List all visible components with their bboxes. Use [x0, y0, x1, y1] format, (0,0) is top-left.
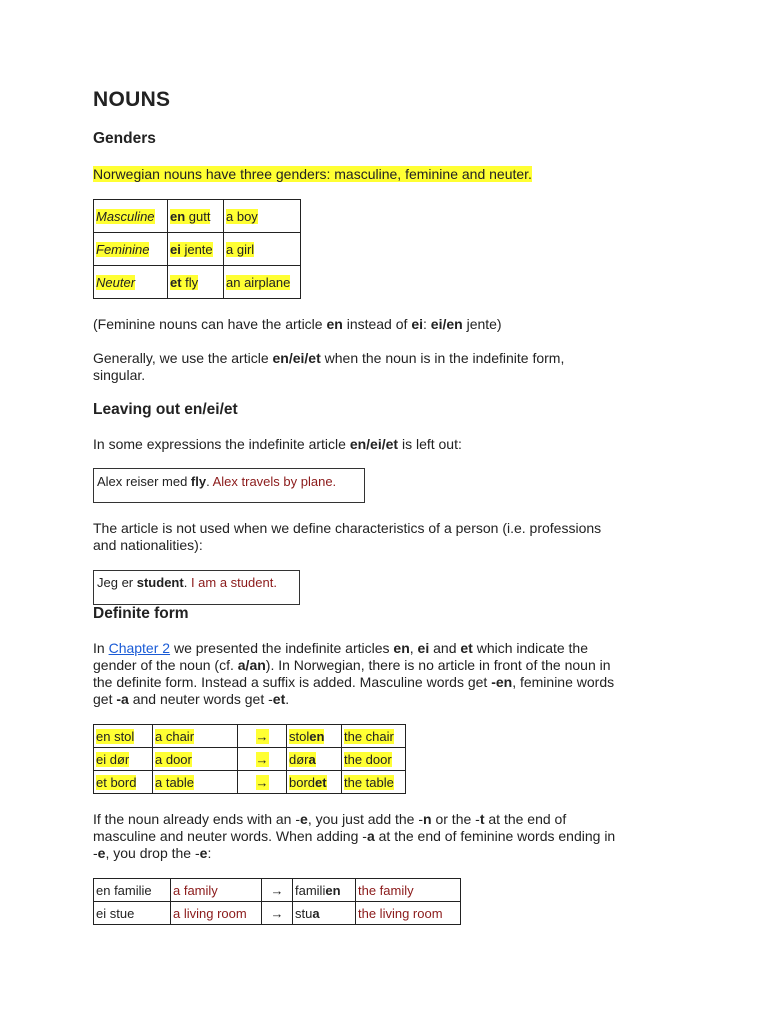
suffix: et: [315, 774, 327, 790]
intro-text: we presented the indefinite articles: [170, 640, 394, 656]
feminine-note: [93, 316, 502, 333]
ending-e-text: [93, 811, 615, 862]
noun: fly: [181, 274, 199, 290]
english-label: a boy: [226, 208, 258, 224]
definite-form-table: [93, 724, 406, 794]
gender-label: Neuter: [96, 274, 136, 290]
gender-label: Feminine: [96, 241, 150, 257]
intro-text: and neuter words get -: [128, 691, 273, 707]
chapter-2-link[interactable]: Chapter 2: [108, 640, 171, 656]
indefinite-cell: [94, 902, 171, 925]
example-bold: fly: [190, 474, 207, 489]
genders-heading: Genders: [93, 130, 156, 147]
english-cell: [224, 233, 301, 266]
example-translation: Alex travels by plane.: [212, 474, 337, 489]
intro-text: is left out:: [398, 436, 462, 452]
arrow-cell: [262, 879, 293, 902]
intro-bold: et: [460, 640, 473, 656]
article-noun-cell: [168, 233, 224, 266]
indefinite-cell: [94, 725, 153, 748]
definite-cell: [287, 748, 342, 771]
definite-english-cell: [356, 879, 461, 902]
definite-english-label: the door: [344, 751, 392, 767]
table-row: [94, 266, 301, 299]
article: en: [170, 208, 186, 224]
stem: bord: [289, 774, 316, 790]
note-bold: ei: [411, 316, 423, 332]
indefinite-label: ei dør: [96, 751, 130, 767]
intro-bold: en/ei/et: [349, 436, 399, 452]
table-row: [94, 233, 301, 266]
english-label: a family: [173, 882, 218, 898]
ending-text: , you just add the -: [307, 811, 424, 827]
intro-bold: en: [393, 640, 410, 656]
english-label: a chair: [155, 728, 195, 744]
example-box-student: [93, 570, 300, 605]
intro-text: ). In Norwegian, there is no article in front of the noun in: [265, 657, 611, 673]
arrow-icon: →: [270, 882, 284, 898]
ending-bold: e: [300, 811, 308, 827]
table-row: [94, 725, 406, 748]
suffix: en: [325, 882, 341, 898]
noun: gutt: [185, 208, 211, 224]
english-cell: [153, 748, 238, 771]
indefinite-label: en familie: [96, 882, 152, 898]
genders-intro: [93, 166, 532, 183]
stem: famili: [295, 882, 326, 898]
indefinite-label: ei stue: [96, 905, 135, 921]
note-bold: ei/en: [430, 316, 463, 332]
ending-bold: a: [366, 828, 375, 844]
characteristics-line: and nationalities):: [93, 537, 203, 553]
genders-table: [93, 199, 301, 299]
definite-cell: [287, 771, 342, 794]
english-cell: [153, 771, 238, 794]
stem: stu: [295, 905, 313, 921]
english-label: a door: [155, 751, 192, 767]
general-text: Generally, we use the article: [93, 350, 273, 366]
characteristics-text: [93, 520, 601, 554]
indefinite-cell: [94, 879, 171, 902]
suffix: a: [312, 905, 320, 921]
arrow-icon: →: [255, 751, 269, 767]
english-cell: [171, 902, 262, 925]
genders-intro-text: Norwegian nouns have three genders: masculine, feminine and neuter.: [93, 166, 532, 182]
ending-bold: e: [199, 845, 208, 861]
intro-text: , feminine words: [512, 674, 615, 690]
ending-text: :: [207, 845, 212, 861]
table-row: [94, 879, 461, 902]
suffix: en: [309, 728, 325, 744]
definite-english-label: the family: [358, 882, 414, 898]
gender-cell: [94, 233, 168, 266]
gender-cell: [94, 266, 168, 299]
definite-english-cell: [342, 771, 406, 794]
english-cell: [171, 879, 262, 902]
table-row: [94, 748, 406, 771]
article-noun-cell: [168, 266, 224, 299]
intro-text: In some expressions the indefinite article: [93, 436, 350, 452]
intro-text: the definite form. Instead a suffix is added. Masculine words get: [93, 674, 492, 690]
intro-text: gender of the noun (cf.: [93, 657, 238, 673]
table-row: [94, 771, 406, 794]
gender-label: Masculine: [96, 208, 155, 224]
ending-e-table: [93, 878, 461, 925]
intro-bold: -en: [491, 674, 513, 690]
intro-text: get: [93, 691, 117, 707]
example-bold: student: [136, 575, 184, 590]
suffix: a: [308, 751, 316, 767]
characteristics-line: The article is not used when we define characteristics of a person (i.e. professions: [93, 520, 602, 536]
noun: jente: [180, 241, 213, 257]
definite-english-label: the living room: [358, 905, 443, 921]
stem: dør: [289, 751, 309, 767]
note-text: :: [423, 316, 431, 332]
note-text: (Feminine nouns can have the article: [93, 316, 327, 332]
english-cell: [224, 266, 301, 299]
definite-english-cell: [356, 902, 461, 925]
page-title: NOUNS: [93, 88, 171, 111]
definite-cell: [293, 879, 356, 902]
ending-text: If the noun already ends with an -: [93, 811, 301, 827]
example-text: Alex reiser med: [97, 474, 191, 489]
intro-text: and: [429, 640, 461, 656]
definite-form-intro: [93, 640, 614, 708]
gender-cell: [94, 200, 168, 233]
english-label: a girl: [226, 241, 255, 257]
article-noun-cell: [168, 200, 224, 233]
general-bold: en/ei/et: [272, 350, 321, 366]
english-cell: [224, 200, 301, 233]
stem: stol: [289, 728, 310, 744]
arrow-icon: →: [270, 905, 284, 921]
intro-bold: -a: [116, 691, 129, 707]
intro-text: .: [285, 691, 290, 707]
ending-text: , you drop the -: [105, 845, 200, 861]
general-usage: [93, 350, 564, 384]
definite-form-heading: Definite form: [93, 605, 189, 622]
definite-cell: [293, 902, 356, 925]
table-row: [94, 902, 461, 925]
intro-bold: ei: [417, 640, 430, 656]
example-text: .: [206, 474, 213, 489]
indefinite-label: et bord: [96, 774, 137, 790]
arrow-cell: [238, 771, 287, 794]
english-label: a living room: [173, 905, 247, 921]
example-box-fly: [93, 468, 365, 503]
definite-cell: [287, 725, 342, 748]
ending-bold: e: [97, 845, 106, 861]
ending-text: at the end of feminine words ending in: [374, 828, 616, 844]
arrow-icon: →: [255, 774, 269, 790]
arrow-cell: [262, 902, 293, 925]
definite-english-label: the chair: [344, 728, 394, 744]
intro-bold: et: [272, 691, 286, 707]
table-row: [94, 200, 301, 233]
indefinite-label: en stol: [96, 728, 135, 744]
general-text: when the noun is in the indefinite form,: [320, 350, 565, 366]
indefinite-cell: [94, 771, 153, 794]
ending-bold: n: [423, 811, 432, 827]
arrow-icon: →: [255, 728, 269, 744]
general-text: singular.: [93, 367, 146, 383]
example-text: Jeg er: [97, 575, 137, 590]
arrow-cell: [238, 725, 287, 748]
definite-english-label: the table: [344, 774, 394, 790]
intro-text: which indicate the: [472, 640, 589, 656]
indefinite-cell: [94, 748, 153, 771]
leaving-out-heading: Leaving out en/ei/et: [93, 401, 238, 418]
intro-bold: a/an: [237, 657, 266, 673]
ending-text: at the end of: [484, 811, 567, 827]
ending-text: -: [93, 845, 98, 861]
example-text: .: [183, 575, 191, 590]
ending-text: or the -: [431, 811, 480, 827]
ending-bold: t: [479, 811, 485, 827]
article: et: [170, 274, 182, 290]
note-text: instead of: [342, 316, 412, 332]
intro-text: In: [93, 640, 109, 656]
english-label: a table: [155, 774, 195, 790]
leaving-out-intro: [93, 436, 462, 453]
english-cell: [153, 725, 238, 748]
intro-text: ,: [409, 640, 418, 656]
ending-text: masculine and neuter words. When adding -: [93, 828, 367, 844]
definite-english-cell: [342, 748, 406, 771]
english-label: an airplane: [226, 274, 291, 290]
note-bold: en: [326, 316, 343, 332]
arrow-cell: [238, 748, 287, 771]
example-translation: I am a student.: [190, 575, 277, 590]
article: ei: [170, 241, 181, 257]
definite-english-cell: [342, 725, 406, 748]
note-text: jente): [462, 316, 502, 332]
